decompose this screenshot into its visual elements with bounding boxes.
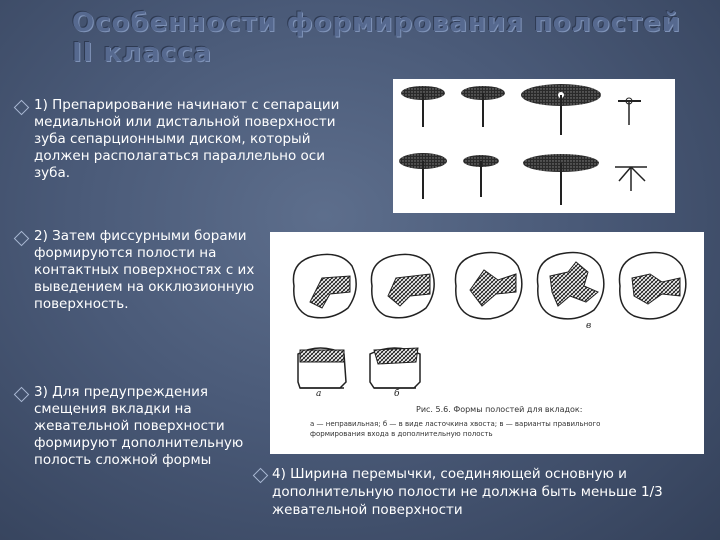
disc-8-icon [615,167,647,191]
label-v: в [586,321,592,331]
bullet-2-icon [14,231,30,247]
tooth-section-a-icon [298,348,346,388]
paragraph-1: 1) Препарирование начинают с сепарации медиальной или дистальной поверхности зуба сепарционными диском, который должен располагаться параллельно оси зуба. [34,97,340,181]
tooth-4-icon [537,253,603,319]
disc-6-icon [463,155,499,197]
disc-3-icon [521,84,601,135]
cavity-forms-drawing [270,232,704,454]
disc-7-icon [523,154,599,205]
paragraph-4: 4) Ширина перемычки, соединяющей основную и дополнительную полости не должна быть меньше 1/3 жевательной поверхности [272,466,663,518]
disc-4-icon [618,98,641,125]
tooth-3-icon [455,253,521,319]
tooth-section-b-icon [370,348,420,388]
figure-caption-title: Рис. 5.6. Формы полостей для вкладок: [416,405,583,414]
slide-title: Особенности формирования полостей II класса [72,8,681,68]
label-a: а [316,389,322,399]
tooth-1-icon [293,254,356,317]
bullet-4-icon [253,468,269,484]
bullet-1-icon [14,100,30,116]
figure-caption-line-1: а — неправильная; б — в виде ласточкина хвоста; в — варианты правильного [310,420,601,428]
disc-1-icon [401,86,445,127]
paragraph-3: 3) Для предупреждения смещения вкладки на жевательной поверхности формируют дополнительную полость сложной формы [34,384,244,468]
disc-2-icon [461,86,505,127]
cavity-forms-image [270,232,704,454]
tooth-2-icon [371,254,434,317]
figure-caption-line-2: формирования входа в дополнительную полость [310,430,493,438]
paragraph-2: 2) Затем фиссурными борами формируются полости на контактных поверхностях с их выведением на окклюзионную поверхность. [34,228,255,312]
bullet-3-icon [14,387,30,403]
separation-discs-image [393,79,675,213]
tooth-5-icon [619,253,685,319]
separation-discs-drawing [393,79,675,213]
label-b: б [394,389,400,399]
disc-5-icon [399,153,447,199]
